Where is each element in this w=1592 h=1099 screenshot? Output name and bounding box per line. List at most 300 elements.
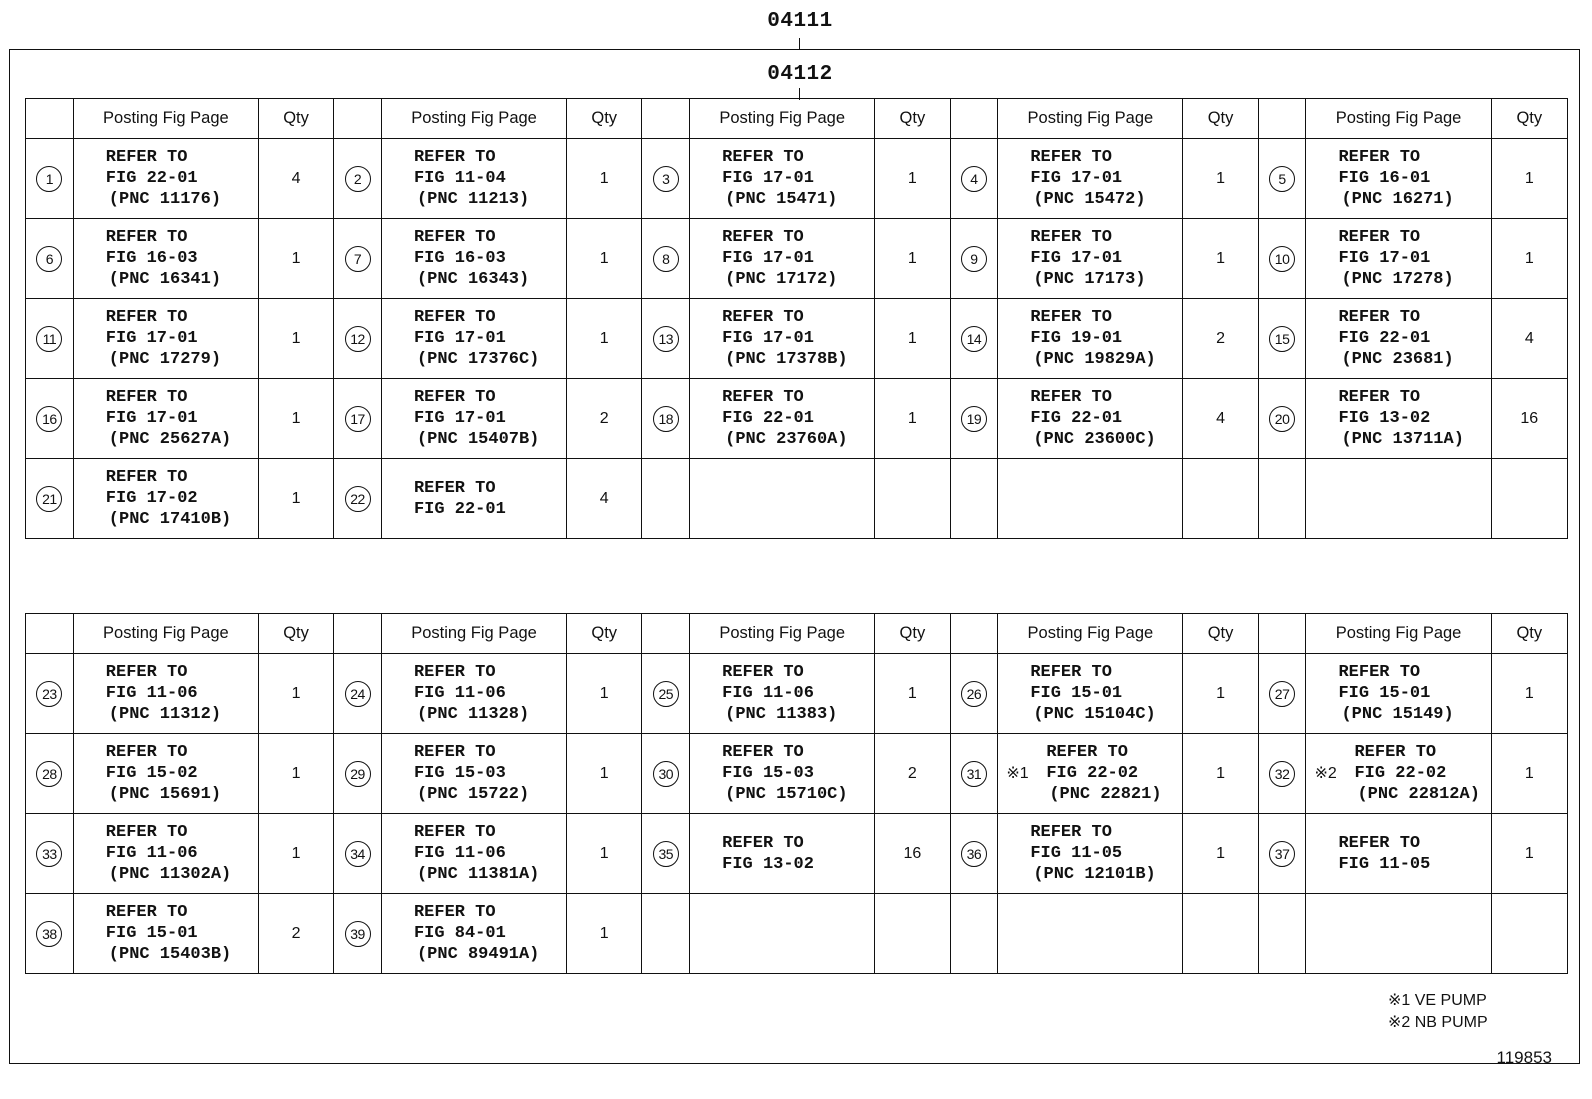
- reference-text: [382, 662, 566, 725]
- reference-text: [382, 147, 566, 210]
- qty-value: 1: [599, 329, 609, 347]
- reference-line-text: FIG 15-01: [105, 924, 198, 943]
- reference-text: [382, 822, 566, 885]
- reference-line-text: REFER TO: [413, 823, 496, 842]
- qty-cell: [875, 219, 950, 299]
- reference-text: [690, 833, 874, 875]
- reference-line-text: REFER TO: [1030, 308, 1112, 327]
- reference-line-text: FIG 17-01: [1030, 169, 1123, 188]
- header-number-cell: [1258, 99, 1306, 139]
- reference-line-text: (PNC 16271): [1341, 190, 1454, 209]
- reference-line-text: FIG 17-01: [1338, 249, 1431, 268]
- qty-value: 1: [599, 924, 609, 942]
- header-posting-fig-page: Posting Fig Page: [381, 614, 566, 654]
- header-number-cell: [26, 614, 74, 654]
- qty-cell: [1491, 299, 1567, 379]
- header-qty: Qty: [875, 614, 950, 654]
- qty-value: 1: [907, 684, 917, 702]
- footnote-1: ※1 VE PUMP: [1388, 992, 1487, 1009]
- qty-cell: [1183, 734, 1258, 814]
- refer-to-line: [1338, 833, 1490, 854]
- pnc-line: [414, 944, 566, 965]
- item-number-badge: 32: [1269, 761, 1295, 787]
- pnc-line: [414, 269, 566, 290]
- qty-cell: [567, 299, 642, 379]
- qty-value: 1: [291, 409, 301, 427]
- reference-line-text: (PNC 15472): [1033, 190, 1146, 209]
- reference-line-text: (PNC 17278): [1341, 270, 1454, 289]
- reference-line-text: FIG 15-03: [722, 764, 814, 783]
- reference-line-text: (PNC 17173): [1033, 270, 1146, 289]
- refer-to-line: [1338, 147, 1490, 168]
- reference-text: [1306, 147, 1490, 210]
- item-number-cell: [1258, 814, 1306, 894]
- pnc-line: [1338, 189, 1490, 210]
- qty-cell: [875, 139, 950, 219]
- reference-text: [74, 227, 258, 290]
- reference-line-text: (PNC 15710C): [725, 785, 848, 804]
- reference-line-text: (PNC 19829A): [1033, 350, 1156, 369]
- reference-line-text: REFER TO: [413, 743, 496, 762]
- header-number-cell: [642, 99, 690, 139]
- reference-line-text: REFER TO: [1338, 833, 1421, 853]
- posting-reference-cell: [381, 734, 566, 814]
- item-number-cell: [334, 139, 382, 219]
- item-number-badge: 24: [345, 681, 371, 707]
- item-number-badge: 17: [345, 406, 371, 432]
- posting-reference-cell: [1306, 379, 1491, 459]
- posting-reference-cell: [73, 894, 258, 974]
- qty-cell: [1183, 379, 1258, 459]
- reference-line-text: FIG 11-06: [413, 844, 506, 863]
- qty-value: 1: [599, 249, 609, 267]
- fig-line: [1338, 168, 1490, 189]
- pnc-line: [1030, 429, 1182, 450]
- posting-reference-cell: [381, 379, 566, 459]
- reference-text: [382, 387, 566, 450]
- fig-line: [106, 248, 258, 269]
- reference-line-text: FIG 22-01: [105, 169, 198, 188]
- reference-line-text: REFER TO: [105, 308, 188, 327]
- parts-table-1: [25, 98, 1568, 539]
- reference-line-text: REFER TO: [413, 478, 496, 498]
- pnc-line: [106, 864, 258, 885]
- sub-assembly-code: 04112: [767, 63, 833, 86]
- qty-value: 1: [1524, 684, 1534, 702]
- qty-cell: [567, 459, 642, 539]
- item-number-cell: [642, 219, 690, 299]
- reference-line-text: REFER TO: [105, 228, 188, 247]
- reference-line-text: (PNC 17410B): [108, 510, 232, 529]
- item-number-cell: [642, 379, 690, 459]
- item-number-cell: [950, 734, 998, 814]
- item-number-badge: 12: [345, 326, 371, 352]
- posting-reference-cell: [690, 219, 875, 299]
- item-number-badge: 38: [36, 921, 62, 947]
- fig-line: [106, 328, 258, 349]
- fig-line: [414, 923, 566, 944]
- item-number-cell: [26, 814, 74, 894]
- qty-cell: [875, 814, 950, 894]
- reference-line-text: FIG 17-01: [105, 409, 198, 428]
- fig-line: [414, 168, 566, 189]
- fig-line: [106, 408, 258, 429]
- header-number-cell: [334, 99, 382, 139]
- item-number-cell: [26, 139, 74, 219]
- header-number-cell: [26, 99, 74, 139]
- reference-line-text: FIG 17-01: [105, 329, 198, 348]
- reference-line-text: (PNC 22812A): [1357, 785, 1480, 804]
- item-number-badge: 8: [653, 246, 679, 272]
- reference-text: [690, 227, 874, 290]
- refer-to-line: [1030, 662, 1182, 683]
- qty-cell: [1183, 299, 1258, 379]
- reference-line-text: REFER TO: [1030, 823, 1112, 842]
- pnc-line: [1030, 349, 1182, 370]
- reference-line-text: REFER TO: [105, 823, 188, 842]
- reference-line-text: REFER TO: [413, 228, 496, 247]
- pnc-line: [106, 944, 258, 965]
- pnc-line: [1030, 189, 1182, 210]
- item-number-badge: 13: [653, 326, 679, 352]
- item-number-badge: 39: [345, 921, 371, 947]
- pnc-line: [106, 189, 258, 210]
- reference-line-text: FIG 19-01: [1030, 329, 1123, 348]
- item-number-badge: 10: [1269, 246, 1295, 272]
- pnc-line: [722, 704, 874, 725]
- qty-value: 1: [907, 329, 917, 347]
- qty-value: 1: [291, 764, 301, 782]
- qty-cell: [567, 894, 642, 974]
- posting-reference-cell: [381, 139, 566, 219]
- item-number-badge: 18: [653, 406, 679, 432]
- empty-cell: [1491, 459, 1567, 539]
- fig-line: [722, 683, 874, 704]
- reference-line-text: FIG 11-04: [413, 169, 506, 188]
- empty-cell: [642, 894, 690, 974]
- pnc-line: [106, 509, 258, 530]
- reference-text: [74, 307, 258, 370]
- qty-cell: [567, 734, 642, 814]
- reference-line-text: FIG 17-01: [722, 249, 814, 268]
- posting-reference-cell: [381, 459, 566, 539]
- qty-value: 1: [1216, 684, 1225, 702]
- reference-text: [998, 742, 1182, 805]
- qty-cell: [1491, 379, 1567, 459]
- reference-text: [1306, 662, 1490, 725]
- reference-text: [1306, 227, 1490, 290]
- fig-line: [1030, 408, 1182, 429]
- item-number-cell: [334, 814, 382, 894]
- reference-line-text: REFER TO: [722, 148, 804, 167]
- reference-line-text: REFER TO: [1354, 743, 1437, 762]
- reference-line-text: (PNC 11312): [108, 705, 222, 724]
- header-posting-fig-page: Posting Fig Page: [690, 614, 875, 654]
- figure-number: 119853: [1496, 1048, 1552, 1067]
- header-qty: Qty: [875, 99, 950, 139]
- qty-cell: [1183, 814, 1258, 894]
- qty-value: 1: [907, 409, 917, 427]
- posting-reference-cell: [1306, 219, 1491, 299]
- pnc-line: [1338, 349, 1490, 370]
- reference-line-text: (PNC 22821): [1049, 785, 1162, 804]
- qty-cell: [258, 734, 333, 814]
- pnc-line: [414, 864, 566, 885]
- reference-line-text: REFER TO: [413, 663, 496, 682]
- item-number-badge: 16: [36, 406, 62, 432]
- refer-to-line: [106, 467, 258, 488]
- reference-line-text: FIG 16-03: [105, 249, 198, 268]
- header-qty: Qty: [567, 614, 642, 654]
- reference-line-text: REFER TO: [413, 308, 496, 327]
- qty-value: 2: [1216, 329, 1225, 347]
- posting-reference-cell: [690, 814, 875, 894]
- reference-line-text: REFER TO: [413, 388, 496, 407]
- assembly-code: 04111: [767, 10, 833, 33]
- reference-line-text: REFER TO: [1338, 663, 1421, 682]
- refer-to-line: [722, 387, 874, 408]
- item-number-cell: [1258, 734, 1306, 814]
- reference-line-text: REFER TO: [1030, 663, 1112, 682]
- table-row: [26, 459, 1568, 539]
- reference-line-text: (PNC 15403B): [108, 945, 232, 964]
- qty-value: 1: [291, 489, 301, 507]
- pnc-line: [414, 349, 566, 370]
- reference-text: [998, 307, 1182, 370]
- reference-text: [74, 387, 258, 450]
- item-number-cell: [334, 459, 382, 539]
- fig-line: [722, 854, 874, 875]
- refer-to-line: [722, 833, 874, 854]
- reference-text: [74, 902, 258, 965]
- item-number-cell: [1258, 139, 1306, 219]
- item-number-badge: 37: [1269, 841, 1295, 867]
- item-number-cell: [334, 894, 382, 974]
- refer-to-line: [414, 387, 566, 408]
- item-number-cell: [26, 654, 74, 734]
- pnc-line: [414, 189, 566, 210]
- reference-line-text: (PNC 23600C): [1033, 430, 1156, 449]
- item-number-badge: 27: [1269, 681, 1295, 707]
- reference-line-text: FIG 17-01: [722, 169, 814, 188]
- pnc-line: [722, 269, 874, 290]
- posting-reference-cell: [998, 219, 1183, 299]
- reference-text: [382, 307, 566, 370]
- item-number-cell: [642, 299, 690, 379]
- posting-reference-cell: [1306, 139, 1491, 219]
- posting-reference-cell: [690, 379, 875, 459]
- pump-note-marker: ※2: [1314, 765, 1337, 782]
- fig-line: [722, 328, 874, 349]
- pnc-line: [414, 784, 566, 805]
- reference-text: [690, 742, 874, 805]
- item-number-badge: 23: [36, 681, 62, 707]
- item-number-badge: 9: [961, 246, 987, 272]
- reference-text: [998, 822, 1182, 885]
- posting-reference-cell: [1306, 814, 1491, 894]
- reference-text: [998, 662, 1182, 725]
- refer-to-line: [106, 147, 258, 168]
- fig-line: [106, 843, 258, 864]
- pump-note-marker: ※1: [1006, 765, 1029, 782]
- fig-line: [1338, 248, 1490, 269]
- reference-line-text: FIG 17-01: [1030, 249, 1123, 268]
- reference-text: [74, 822, 258, 885]
- pnc-line: [1354, 784, 1490, 805]
- pnc-line: [106, 269, 258, 290]
- header-number-cell: [334, 614, 382, 654]
- fig-line: [1006, 763, 1182, 784]
- reference-line-text: REFER TO: [1030, 388, 1112, 407]
- fig-line: [414, 763, 566, 784]
- posting-reference-cell: [73, 459, 258, 539]
- fig-line: [106, 683, 258, 704]
- reference-line-text: (PNC 17172): [725, 270, 838, 289]
- reference-line-text: FIG 11-06: [105, 844, 198, 863]
- table-row: [26, 654, 1568, 734]
- reference-line-text: REFER TO: [105, 663, 188, 682]
- fig-line: [1338, 408, 1490, 429]
- qty-value: 1: [907, 169, 917, 187]
- qty-cell: [875, 299, 950, 379]
- reference-line-text: FIG 22-01: [722, 409, 814, 428]
- qty-value: 1: [1524, 764, 1534, 782]
- fig-line: [1030, 248, 1182, 269]
- qty-value: 1: [599, 764, 609, 782]
- posting-reference-cell: [73, 654, 258, 734]
- item-number-badge: 26: [961, 681, 987, 707]
- table-row: [26, 219, 1568, 299]
- refer-to-line: [414, 662, 566, 683]
- qty-value: 1: [1216, 764, 1225, 782]
- reference-line-text: FIG 11-06: [722, 684, 814, 703]
- table-row: [26, 379, 1568, 459]
- qty-value: 4: [1524, 329, 1534, 347]
- qty-cell: [567, 139, 642, 219]
- item-number-cell: [334, 379, 382, 459]
- header-posting-fig-page: Posting Fig Page: [73, 99, 258, 139]
- refer-to-line: [722, 147, 874, 168]
- posting-reference-cell: [690, 299, 875, 379]
- reference-line-text: REFER TO: [1338, 308, 1421, 327]
- empty-cell: [998, 894, 1183, 974]
- fig-line: [1030, 843, 1182, 864]
- refer-to-line: [1030, 387, 1182, 408]
- reference-text: [1306, 833, 1490, 875]
- pnc-line: [1030, 864, 1182, 885]
- reference-text: [382, 227, 566, 290]
- qty-value: 1: [599, 169, 609, 187]
- reference-text: [382, 478, 566, 520]
- header-posting-fig-page: Posting Fig Page: [998, 99, 1183, 139]
- header-qty: Qty: [567, 99, 642, 139]
- reference-line-text: REFER TO: [105, 743, 188, 762]
- refer-to-line: [106, 662, 258, 683]
- pnc-line: [1338, 269, 1490, 290]
- reference-line-text: (PNC 17376C): [416, 350, 540, 369]
- reference-text: [690, 662, 874, 725]
- empty-cell: [875, 459, 950, 539]
- reference-text: [382, 902, 566, 965]
- fig-line: [106, 763, 258, 784]
- item-number-cell: [26, 894, 74, 974]
- empty-cell: [690, 894, 875, 974]
- qty-value: 4: [599, 489, 609, 507]
- qty-cell: [1491, 814, 1567, 894]
- item-number-cell: [950, 299, 998, 379]
- item-number-cell: [950, 379, 998, 459]
- table-row: [26, 814, 1568, 894]
- item-number-badge: 25: [653, 681, 679, 707]
- fig-line: [414, 683, 566, 704]
- header-number-cell: [642, 614, 690, 654]
- reference-line-text: FIG 15-02: [105, 764, 198, 783]
- reference-line-text: (PNC 15471): [725, 190, 838, 209]
- refer-to-line: [414, 227, 566, 248]
- item-number-cell: [334, 219, 382, 299]
- reference-line-text: (PNC 15407B): [416, 430, 540, 449]
- item-number-cell: [26, 219, 74, 299]
- reference-line-text: (PNC 11381A): [416, 865, 540, 884]
- item-number-cell: [334, 299, 382, 379]
- pnc-line: [1030, 704, 1182, 725]
- reference-line-text: REFER TO: [722, 308, 804, 327]
- item-number-cell: [642, 654, 690, 734]
- qty-value: 2: [907, 764, 917, 782]
- item-number-badge: 33: [36, 841, 62, 867]
- item-number-badge: 20: [1269, 406, 1295, 432]
- pnc-line: [1338, 704, 1490, 725]
- fig-line: [106, 168, 258, 189]
- item-number-badge: 36: [961, 841, 987, 867]
- header-number-cell: [950, 99, 998, 139]
- refer-to-line: [106, 902, 258, 923]
- reference-line-text: REFER TO: [105, 903, 188, 922]
- item-number-badge: 11: [36, 326, 62, 352]
- qty-cell: [258, 894, 333, 974]
- empty-cell: [1306, 459, 1491, 539]
- refer-to-line: [106, 307, 258, 328]
- header-posting-fig-page: Posting Fig Page: [73, 614, 258, 654]
- refer-to-line: [1046, 742, 1182, 763]
- header-posting-fig-page: Posting Fig Page: [1306, 99, 1491, 139]
- qty-cell: [875, 734, 950, 814]
- fig-line: [1030, 328, 1182, 349]
- posting-reference-cell: [1306, 299, 1491, 379]
- item-number-cell: [950, 219, 998, 299]
- qty-value: 2: [291, 924, 301, 942]
- posting-reference-cell: [73, 299, 258, 379]
- qty-value: 2: [599, 409, 609, 427]
- item-number-cell: [950, 654, 998, 734]
- qty-value: 4: [1216, 409, 1225, 427]
- refer-to-line: [106, 822, 258, 843]
- refer-to-line: [1338, 307, 1490, 328]
- reference-line-text: FIG 13-02: [1338, 409, 1431, 428]
- item-number-cell: [1258, 654, 1306, 734]
- qty-value: 4: [291, 169, 301, 187]
- refer-to-line: [414, 478, 566, 499]
- header-posting-fig-page: Posting Fig Page: [381, 99, 566, 139]
- item-number-badge: 3: [653, 166, 679, 192]
- posting-reference-cell: [690, 139, 875, 219]
- fig-line: [1030, 168, 1182, 189]
- pnc-line: [414, 429, 566, 450]
- table-row: [26, 734, 1568, 814]
- reference-text: [998, 227, 1182, 290]
- reference-line-text: FIG 22-02: [1354, 764, 1447, 783]
- empty-cell: [1258, 894, 1306, 974]
